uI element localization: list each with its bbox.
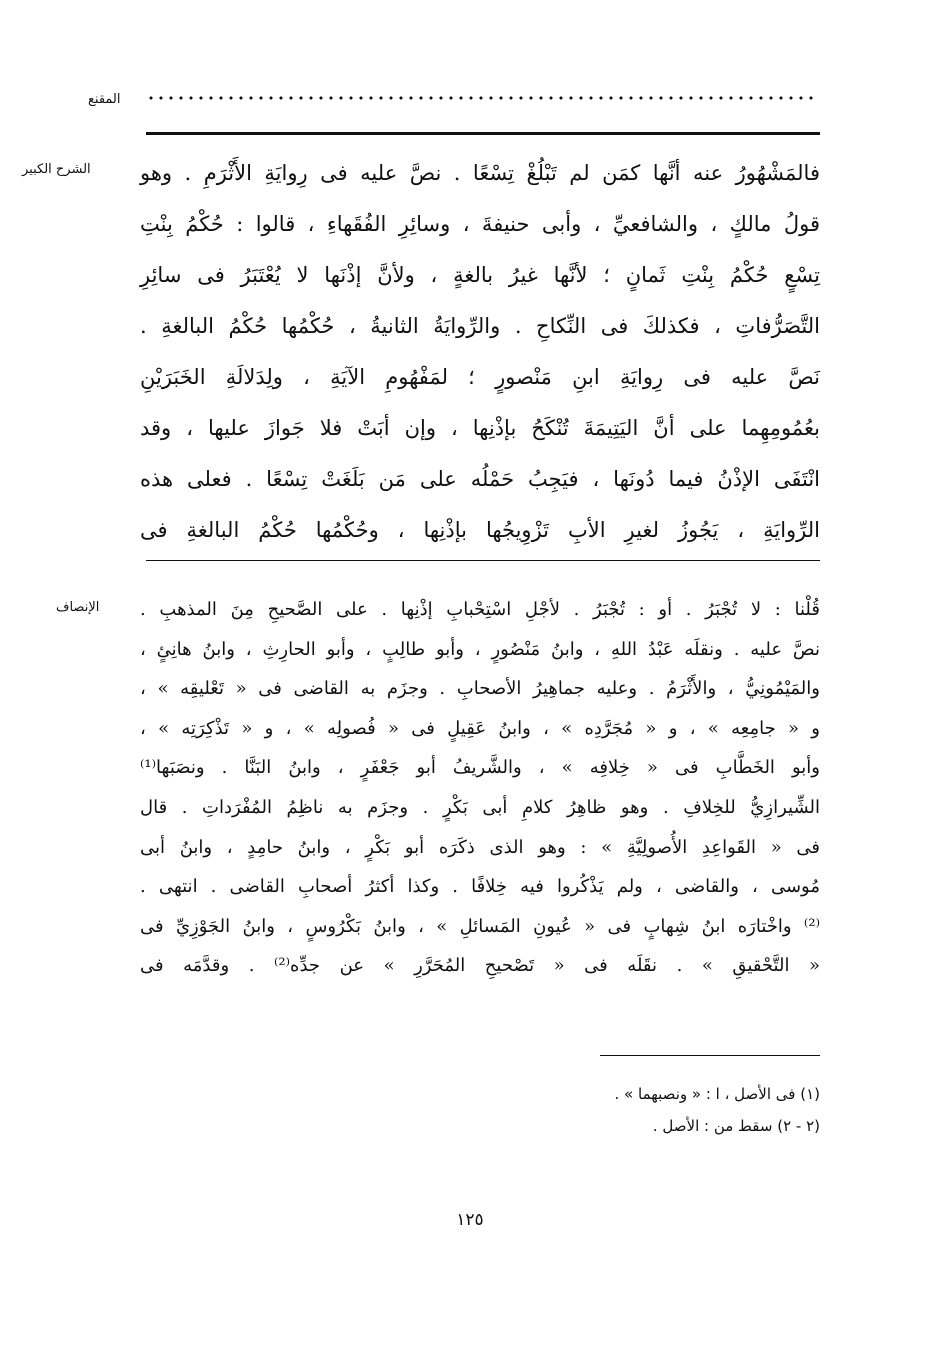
header-dotted-rule (146, 96, 818, 100)
page-number: ١٢٥ (456, 1210, 484, 1230)
insaf-line: قُلْنا : لا تُجْبَرُ . أو : تُجْبَرُ . لأجْلِ اسْتِحْبابِ إذْنِها . على الصَّحيحِ مِنَ المذهبِ . (140, 599, 820, 620)
insaf-line: و « جامِعِه » ، و « مُجَرَّدِه » ، وابنُ عَقِيلٍ فى « فُصولِه » ، و « تَذْكِرَتِه » ، (140, 717, 820, 739)
insaf-line: نصَّ عليه . ونقلَه عَبْدُ اللهِ ، وابنُ مَنْصُورٍ ، وأبو طالِبٍ ، وأبو الحارِثِ ، وابنُ هانِئٍ ، (140, 638, 820, 660)
insaf-line: وأبو الخَطَّابِ فى « خِلافِه » ، والشَّريفُ أبو جَعْفَرٍ ، وابنُ البَنَّا . ونصَبَها⁽¹⁾ (140, 757, 820, 779)
header-divider-line (146, 132, 820, 135)
sharh-section-label: الشرح الكبير (22, 162, 91, 177)
sharh-text-block (140, 148, 820, 556)
sharh-line: فالمَشْهُورُ عنه أنَّها كمَن لم تَبْلُغْ تِسْعًا . نصَّ عليه فى رِوايَةِ الأَثْرَمِ . وهو (140, 161, 820, 185)
insaf-line: « التَّحْقيقِ » . نقَلَه فى « تَصْحيحِ المُحَرَّرِ » عن جدِّه⁽²⁾ . وقدَّمَه فى (140, 955, 821, 977)
section-divider-line (146, 560, 820, 561)
footnote-1: (١) فى الأصل ، ا : « ونصبهما » . (614, 1085, 820, 1103)
insaf-line: الشِّيرازِيُّ للخِلافِ . وهو ظاهِرُ كلامِ أبى بَكْرٍ . وجزَم به ناظِمُ المُفْرَداتِ . قال (140, 796, 820, 818)
sharh-line: نَصَّ عليه فى رِوايَةِ ابنِ مَنْصورٍ ؛ لمَفْهُومِ الآيَةِ ، ولِدَلالَةِ الخَبَرَيْنِ (140, 365, 820, 389)
sharh-line: انْتَفَى الإذْنُ فيما دُونَها ، فيَجِبُ حَمْلُه على مَن بَلَغَتْ تِسْعًا . فعلى هذه (140, 467, 820, 491)
insaf-section-label: الإنصاف (56, 600, 100, 615)
sharh-line: قولُ مالكٍ ، والشافعيِّ ، وأبى حنيفةَ ، وسائِرِ الفُقَهاءِ ، قالوا : حُكْمُ بِنْتِ (140, 212, 820, 236)
running-header-title: المقنع (88, 92, 121, 107)
insaf-line: مُوسى ، والقاضى ، ولم يَذْكُروا فيه خِلافًا . وكذا أكثرُ أصحابِ القاضى . انتهى . (140, 876, 820, 898)
insaf-text-block (140, 590, 820, 986)
sharh-line: الرِّوايَةِ ، يَجُوزُ لغيرِ الأبِ تَزْوِيجُها بإذْنِها ، وحُكْمُها حُكْمُ البالغةِ فى (140, 518, 820, 542)
footnotes (400, 1078, 820, 1142)
insaf-line: والمَيْمُونِيُّ ، والأَثْرَمُ . وعليه جماهِيرُ الأصحابِ . وجزَم به القاضى فى « تَعْليقِه » ، (140, 678, 820, 700)
sharh-line: بعُمُومِهِما على أنَّ اليَتِيمَةَ تُنْكَحُ بإذْنِها ، وإن أبَتْ فلا جَوازَ عليها ، وقد (140, 416, 820, 440)
sharh-line: تِسْعٍ حُكْمُ بِنْتِ ثَمانٍ ؛ لأنَّها غيرُ بالغةٍ ، ولأنَّ إذْنَها لا يُعْتَبَرُ فى سائِرِ (140, 263, 820, 287)
insaf-line: ⁽²⁾ واخْتارَه ابنُ شِهابٍ فى « عُيونِ المَسائلِ » ، وابنُ بَكْرُوسٍ ، وابنُ الجَوْزِيِّ فى (140, 915, 820, 937)
insaf-line: فى « القَواعِدِ الأُصولِيَّةِ » : وهو الذى ذكَرَه أبو بَكْرٍ ، وابنُ حامِدٍ ، وابنُ أبى (140, 836, 820, 858)
footnote-2: (٢ - ٢) سقط من : الأصل . (652, 1117, 820, 1135)
footnote-separator-line (600, 1055, 820, 1056)
sharh-line: التَّصَرُّفاتِ ، فكذلكَ فى النِّكاحِ . والرِّوايَةُ الثانيةُ ، حُكْمُها حُكْمُ البالغةِ . (140, 314, 820, 338)
